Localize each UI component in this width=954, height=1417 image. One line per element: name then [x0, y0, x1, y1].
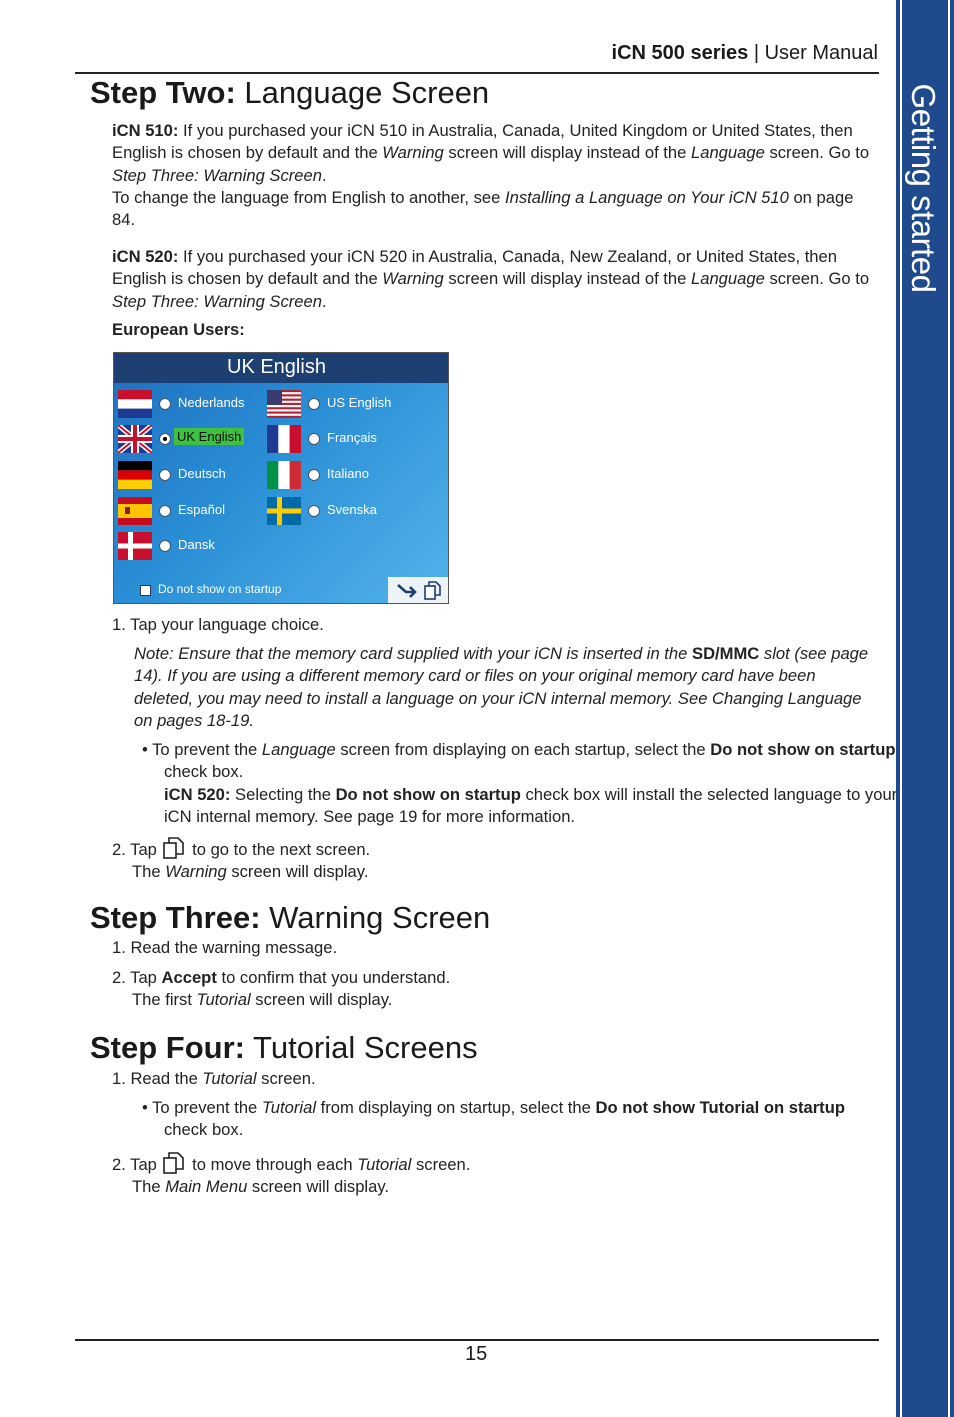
text: The	[132, 1177, 166, 1197]
text-italic: Tutorial	[261, 1098, 317, 1117]
page-header	[612, 42, 878, 65]
text-italic: Step Three: Warning Screen	[112, 291, 322, 311]
text: • To prevent the	[142, 1098, 262, 1117]
text-bold: SD/MMC	[692, 644, 760, 663]
step-three-heading-rest: Warning Screen	[260, 900, 491, 935]
sidebar-title	[898, 68, 948, 308]
text: The	[132, 862, 166, 882]
text-italic: slot (see page 14). If you are using a different memory card or files on your original memory card have been deleted, you may need to install a language on your iCN internal memory. See Changing Language on pages 18-19.	[134, 644, 869, 730]
text: screen will display.	[226, 862, 369, 882]
text: If you purchased your iCN 510 in Australia, Canada, United Kingdom or United States, then English is chosen by default and the	[112, 121, 853, 163]
text: screen will display.	[250, 990, 393, 1010]
european-users-label	[112, 319, 245, 341]
text: to move through each	[187, 1155, 358, 1174]
step-two-heading-bold: Step Two:	[90, 75, 236, 110]
language-screen-image	[113, 352, 449, 604]
screen-nav-buttons	[388, 577, 449, 603]
startup-checkbox[interactable]	[140, 585, 151, 596]
return-arrow-icon[interactable]	[396, 582, 418, 598]
step-three-item2	[112, 967, 450, 1012]
screen-bottom-bar	[114, 577, 449, 603]
se-flag-icon	[267, 497, 301, 525]
uk-flag-icon	[118, 425, 152, 453]
text: to go to the next screen.	[187, 840, 371, 859]
header-separator: |	[748, 42, 765, 64]
screen-title: UK English	[227, 356, 326, 378]
sidebar-title-text: Getting started	[905, 83, 942, 293]
lang-label: Français	[327, 430, 377, 445]
radio-selected-icon[interactable]	[159, 433, 171, 445]
text: check box will install the selected language to your iCN internal memory. See page 19 for more information.	[164, 784, 898, 826]
lang-label: Svenska	[327, 502, 377, 517]
radio-icon[interactable]	[308, 505, 320, 517]
text: Selecting the	[230, 784, 336, 804]
text-italic: Tutorial	[196, 990, 251, 1010]
step-four-item1	[112, 1068, 316, 1090]
text: check box.	[164, 1120, 244, 1140]
icn510-label: iCN 510:	[112, 121, 179, 140]
text-italic: Warning	[382, 269, 444, 289]
text: to confirm that you understand.	[216, 968, 451, 987]
next-pages-icon[interactable]	[424, 580, 442, 600]
step-four-heading-bold: Step Four:	[90, 1030, 245, 1065]
screen-titlebar	[114, 353, 448, 383]
lang-label: Dansk	[178, 537, 215, 552]
text-bold: Accept	[161, 968, 217, 987]
radio-icon[interactable]	[308, 398, 320, 410]
text: check box.	[164, 762, 244, 782]
text-italic: Tutorial	[357, 1155, 412, 1174]
radio-icon[interactable]	[308, 433, 320, 445]
step-two-item2	[112, 836, 370, 884]
text: screen will display instead of the	[443, 269, 691, 289]
text-italic: Language	[261, 740, 336, 759]
text: screen. Go to	[764, 269, 870, 289]
text-italic: Main Menu	[165, 1177, 248, 1197]
icn520-paragraph	[112, 246, 878, 313]
lang-label-selected: UK English	[174, 428, 244, 445]
header-series: iCN 500 series	[611, 42, 749, 64]
step-two-bullet	[142, 739, 902, 828]
es-flag-icon	[118, 497, 152, 525]
next-pages-icon	[162, 836, 188, 860]
text-bold: iCN 520:	[164, 784, 231, 804]
icn520-label: iCN 520:	[112, 247, 179, 266]
text: on page 84.	[112, 187, 854, 230]
step-two-heading-rest: Language Screen	[235, 75, 490, 110]
step-four-item2	[112, 1151, 470, 1199]
page-number: 15	[465, 1343, 488, 1365]
radio-icon[interactable]	[159, 398, 171, 410]
step-four-bullet	[142, 1097, 864, 1142]
text-italic: Language	[691, 269, 765, 289]
text: 2. Tap	[112, 1155, 162, 1174]
text-bold: Do not show on startup	[335, 784, 521, 804]
text: 2. Tap	[112, 840, 162, 859]
text: • To prevent the	[142, 740, 262, 759]
step-two-note	[134, 643, 878, 732]
radio-icon[interactable]	[308, 469, 320, 481]
text-bold: European Users:	[112, 320, 245, 339]
text: .	[322, 165, 327, 185]
text: screen. Go to	[764, 143, 870, 163]
step-four-heading-rest: Tutorial Screens	[245, 1030, 478, 1065]
radio-icon[interactable]	[159, 469, 171, 481]
radio-icon[interactable]	[159, 505, 171, 517]
text: .	[322, 291, 327, 311]
text: To change the language from English to another, see	[112, 187, 505, 207]
text: from displaying on startup, select the	[316, 1098, 596, 1117]
text: screen.	[411, 1155, 471, 1174]
next-pages-icon	[162, 1151, 188, 1175]
de-flag-icon	[118, 461, 152, 489]
step-two-item1: 1. Tap your language choice.	[112, 615, 324, 634]
icn510-paragraph	[112, 120, 878, 231]
text: screen will display.	[247, 1177, 390, 1197]
text-italic: Step Three: Warning Screen	[112, 165, 322, 185]
text: screen.	[256, 1069, 316, 1088]
step-three-item1: 1. Read the warning message.	[112, 938, 338, 957]
dk-flag-icon	[118, 532, 152, 560]
step-three-heading-bold: Step Three:	[90, 900, 261, 935]
lang-label: Deutsch	[178, 466, 226, 481]
step-two-heading	[90, 75, 489, 111]
us-flag-icon	[267, 390, 301, 418]
text: 1. Read the	[112, 1069, 203, 1088]
header-rule	[75, 72, 879, 74]
text-italic: Note: Ensure that the memory card supplied with your iCN is inserted in the	[134, 644, 692, 663]
step-three-heading	[90, 900, 490, 936]
header-doc: User Manual	[764, 42, 878, 64]
text: screen from displaying on each startup, select the	[335, 740, 711, 759]
startup-checkbox-label: Do not show on startup	[158, 582, 282, 596]
lang-label: Español	[178, 502, 225, 517]
text-italic: Installing a Language on Your iCN 510	[505, 187, 789, 207]
lang-label: Italiano	[327, 466, 369, 481]
text-italic: Language	[691, 143, 765, 163]
footer-rule	[75, 1339, 879, 1341]
text: screen will display instead of the	[443, 143, 691, 163]
it-flag-icon	[267, 461, 301, 489]
radio-icon[interactable]	[159, 540, 171, 552]
text-italic: Warning	[382, 143, 444, 163]
text: If you purchased your iCN 520 in Australia, Canada, New Zealand, or United States, then English is chosen by default and the	[112, 247, 837, 289]
text-italic: Tutorial	[202, 1069, 257, 1088]
text: The first	[132, 990, 197, 1010]
lang-label: US English	[327, 395, 392, 410]
text-italic: Warning	[165, 862, 227, 882]
nl-flag-icon	[118, 390, 152, 418]
text-bold: Do not show Tutorial on startup	[595, 1098, 845, 1117]
lang-label: Nederlands	[178, 395, 245, 410]
text-bold: Do not show on startup	[710, 740, 896, 759]
step-four-heading	[90, 1030, 478, 1066]
text: 2. Tap	[112, 968, 162, 987]
fr-flag-icon	[267, 425, 301, 453]
